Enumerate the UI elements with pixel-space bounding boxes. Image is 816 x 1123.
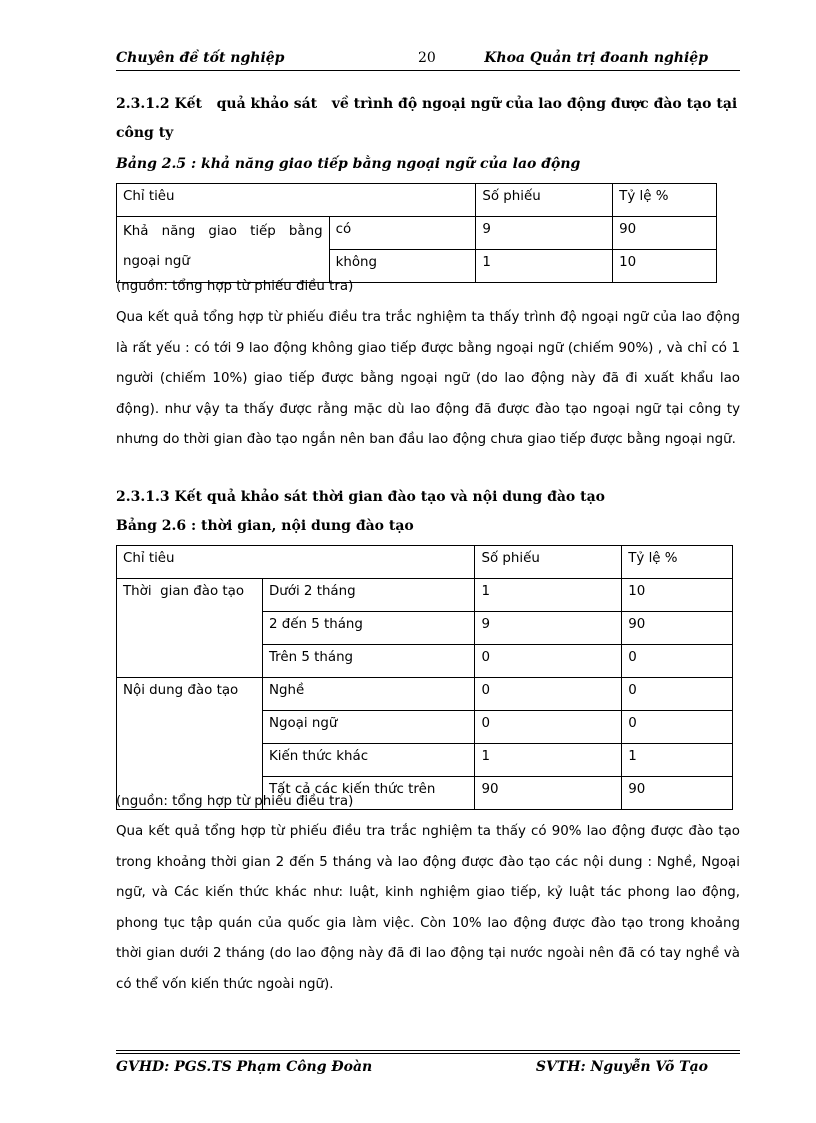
- header-chi-tieu: Chỉ tiêu: [117, 184, 476, 217]
- cell-percent: 10: [622, 579, 733, 612]
- table-header-row: [117, 546, 733, 579]
- cell-count: 0: [475, 711, 622, 744]
- group-label-thoi-gian: Thời gian đào tạo: [117, 579, 263, 678]
- header-ty-le: Tỷ lệ %: [613, 184, 717, 217]
- cell-count: 1: [475, 579, 622, 612]
- cell-item: Tất cả các kiến thức trên: [262, 777, 475, 810]
- cell-count: 9: [475, 612, 622, 645]
- cell-count: 0: [475, 645, 622, 678]
- table-2-6-caption: Bảng 2.6 : thời gian, nội dung đào tạo: [116, 518, 414, 534]
- footer-left: GVHD: PGS.TS Phạm Công Đoàn: [116, 1059, 373, 1075]
- table-2-6-source: (nguồn: tổng hợp từ phiếu điều tra): [116, 794, 354, 809]
- table-2-5: [116, 183, 717, 283]
- cell-percent: 90: [613, 217, 717, 250]
- section-heading-2-3-1-2: [116, 90, 740, 148]
- table-2-6-wrapper: [116, 545, 740, 810]
- table-row: [117, 678, 733, 711]
- table-2-6: [116, 545, 733, 810]
- header-so-phieu: Số phiếu: [475, 546, 622, 579]
- cell-count: 1: [475, 744, 622, 777]
- cell-percent: 0: [622, 645, 733, 678]
- cell-count: 0: [475, 678, 622, 711]
- cell-item: 2 đến 5 tháng: [262, 612, 475, 645]
- cell-item: Kiến thức khác: [262, 744, 475, 777]
- cell-item: Nghề: [262, 678, 475, 711]
- table-row: [117, 217, 717, 250]
- header-chi-tieu: Chỉ tiêu: [117, 546, 475, 579]
- cell-percent: 10: [613, 250, 717, 283]
- footer-rule: [116, 1050, 740, 1054]
- footer-right: SVTH: Nguyễn Võ Tạo: [535, 1059, 708, 1075]
- cell-option: không: [329, 250, 476, 283]
- cell-count: 90: [475, 777, 622, 810]
- group-label-noi-dung: Nội dung đào tạo: [117, 678, 263, 810]
- page-header: [116, 48, 740, 71]
- footer-rule-bottom: [116, 1053, 740, 1054]
- cell-item: Ngoại ngữ: [262, 711, 475, 744]
- cell-percent: 0: [622, 678, 733, 711]
- cell-option: có: [329, 217, 476, 250]
- table-2-5-caption: Bảng 2.5 : khả năng giao tiếp bằng ngoại ngữ của lao động: [116, 156, 581, 172]
- section-heading-2-3-1-3: 2.3.1.3 Kết quả khảo sát thời gian đào tạo và nội dung đào tạo: [116, 489, 606, 505]
- table-2-5-wrapper: [116, 183, 740, 283]
- table-2-5-source: (nguồn: tổng hợp từ phiếu điều tra): [116, 279, 354, 294]
- section1-paragraph: Qua kết quả tổng hợp từ phiếu điều tra trắc nghiệm ta thấy trình độ ngoại ngữ của lao động là rất yếu : có tới 9 lao động không giao tiếp được bằng ngoại ngữ (chiếm 90%) , và chỉ có 1 người (chiếm 10%) giao tiếp được bằng ngoại ngữ (do lao động này đã đi xuất khẩu lao động). như vậy ta thấy được rằng mặc dù lao động đã được đào tạo ngoại ngữ tại công ty nhưng do thời gian đào tạo ngắn nên ban đầu lao động chưa giao tiếp được bằng ngoại ngữ.: [116, 310, 740, 447]
- heading-line-2: công ty: [116, 125, 174, 141]
- row-label: Khả năng giao tiếp bằng ngoại ngữ: [117, 217, 330, 283]
- table-row: [117, 579, 733, 612]
- cell-percent: 90: [622, 612, 733, 645]
- cell-percent: 0: [622, 711, 733, 744]
- cell-percent: 1: [622, 744, 733, 777]
- cell-percent: 90: [622, 777, 733, 810]
- cell-item: Dưới 2 tháng: [262, 579, 475, 612]
- header-right: Khoa Quản trị đoanh nghiệp: [484, 50, 708, 66]
- page-number: 20: [418, 50, 436, 66]
- header-so-phieu: Số phiếu: [476, 184, 613, 217]
- header-ty-le: Tỷ lệ %: [622, 546, 733, 579]
- cell-item: Trên 5 tháng: [262, 645, 475, 678]
- section2-paragraph: Qua kết quả tổng hợp từ phiếu điều tra trắc nghiệm ta thấy có 90% lao động được đào tạo trong khoảng thời gian 2 đến 5 tháng và lao động được đào tạo các nội dung : Nghề, Ngoại ngữ, và Các kiến thức khác như: luật, kinh nghiệm giao tiếp, kỷ luật tác phong lao động, phong tục tập quán của quốc gia làm việc. Còn 10% lao động được đào tạo trong khoảng thời gian dưới 2 tháng (do lao động này đã đi lao động tại nước ngoài nên đã có tay nghề và có thể vốn kiến thức ngoài ngữ).: [116, 824, 740, 992]
- cell-count: 1: [476, 250, 613, 283]
- header-left: Chuyên đề tốt nghiệp: [116, 50, 285, 66]
- table-header-row: [117, 184, 717, 217]
- heading-line-1: 2.3.1.2 Kết quả khảo sát về trình độ ngoại ngữ của lao động được đào tạo tại: [116, 96, 738, 112]
- cell-count: 9: [476, 217, 613, 250]
